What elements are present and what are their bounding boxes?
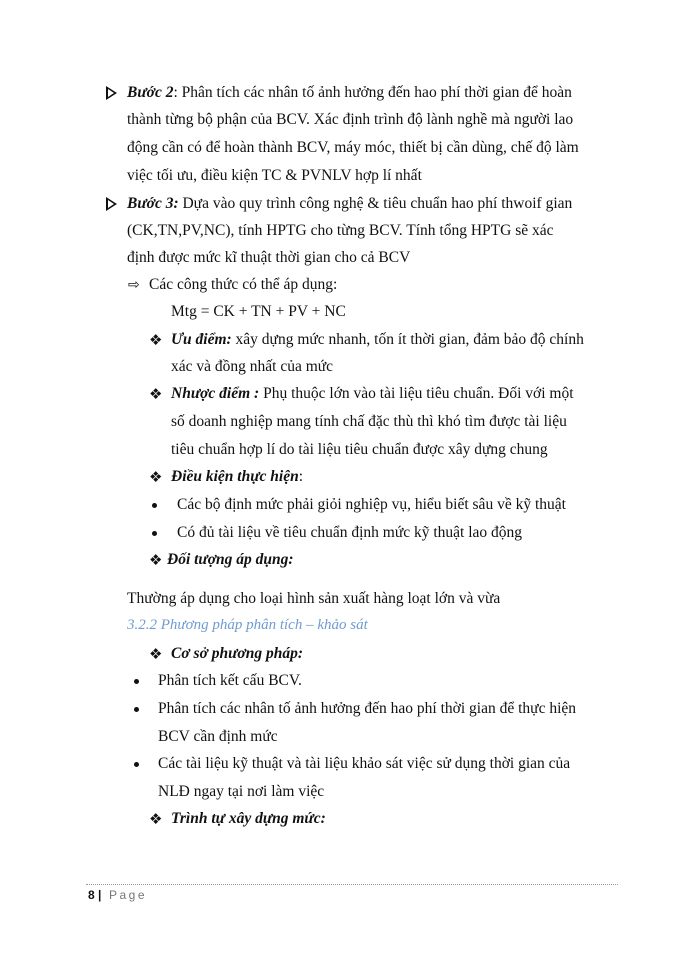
diamond-bullet-icon: ❖: [149, 645, 163, 663]
diamond-bullet-icon: ❖: [149, 468, 163, 486]
basis-item-3-line2: NLĐ ngay tại nơi làm việc: [158, 783, 325, 800]
advantage-label: Ưu điểm:: [171, 331, 232, 348]
diamond-bullet-icon: ❖: [149, 331, 163, 349]
formulas-intro: Các công thức có thể áp dụng:: [149, 276, 338, 293]
step3-label: Bước 3:: [127, 195, 179, 212]
basis-item-1: Phân tích kết cấu BCV.: [158, 672, 302, 689]
footer-page-word: Page: [109, 888, 148, 902]
step3-line1: [127, 194, 572, 214]
step3-line2: (CK,TN,PV,NC), tính HPTG cho từng BCV. Tính tổng HPTG sẽ xác: [127, 222, 554, 239]
step2-line1: [127, 83, 572, 103]
target-label: Đối tượng áp dụng:: [167, 551, 294, 568]
conditions-colon: :: [298, 468, 304, 485]
step3-text1: Dựa vào quy trình công nghệ & tiêu chuẩn hao phí thwoif gian: [178, 195, 573, 212]
step2-line3: động cần có để hoàn thành BCV, máy móc, thiết bị cần dùng, chế độ làm: [127, 139, 579, 156]
basis-item-3-line1: Các tài liệu kỹ thuật và tài liệu khảo sát việc sử dụng thời gian của: [158, 755, 571, 772]
conditions-heading: [171, 467, 303, 487]
disadvantage-line2: số doanh nghiệp mang tính chấ đặc thù thì khó tìm được tài liệu: [171, 413, 567, 430]
bullet-dot: [134, 679, 139, 684]
basis-item-2-line1: Phân tích các nhân tố ảnh hưởng đến hao phí thời gian để thực hiện: [158, 700, 577, 717]
footer-divider: [86, 884, 618, 885]
bullet-dot: [152, 503, 157, 508]
disadvantage-label: Nhược điểm :: [171, 385, 260, 402]
step3-line3: định được mức kĩ thuật thời gian cho cả BCV: [127, 249, 411, 266]
condition-item-1: Các bộ định mức phải giỏi nghiệp vụ, hiểu biết sâu về kỹ thuật: [177, 496, 566, 513]
diamond-bullet-icon: ❖: [149, 385, 163, 403]
hollow-arrow-icon: ⇨: [128, 277, 140, 293]
disadvantage-line1: [171, 384, 574, 404]
condition-item-2: Có đủ tài liệu về tiêu chuẩn định mức kỹ thuật lao động: [177, 524, 523, 541]
section-heading: 3.2.2 Phương pháp phân tích – khảo sát: [127, 617, 368, 633]
bullet-dot: [134, 707, 139, 712]
step2-text1: : Phân tích các nhân tố ảnh hưởng đến hao phí thời gian để hoàn: [173, 84, 572, 101]
disadvantage-line3: tiêu chuẩn hợp lí do tài liệu tiêu chuẩn được xây dựng chung: [171, 441, 548, 458]
step2-line2: thành từng bộ phận của BCV. Xác định trình độ lành nghề mà người lao: [127, 111, 574, 128]
arrow-bullet-icon: [106, 86, 117, 100]
bullet-dot: [134, 762, 139, 767]
basis-label: Cơ sở phương pháp:: [171, 645, 304, 662]
step2-label: Bước 2: [127, 84, 174, 101]
disadvantage-text1: Phụ thuộc lớn vào tài liệu tiêu chuẩn. Đối với một: [259, 385, 574, 402]
advantage-line1: [171, 330, 584, 350]
basis-item-2-line2: BCV cần định mức: [158, 728, 278, 745]
advantage-text1: xây dựng mức nhanh, tốn ít thời gian, đảm bảo độ chính: [231, 331, 584, 348]
arrow-bullet-icon: [106, 197, 117, 211]
bullet-dot: [152, 531, 157, 536]
diamond-bullet-icon: ❖: [149, 551, 163, 569]
procedure-label: Trình tự xây dựng mức:: [171, 810, 326, 827]
footer-separator: |: [98, 888, 102, 902]
advantage-line2: xác và đồng nhất của mức: [171, 358, 334, 375]
step2-line4: việc tối ưu, điều kiện TC & PVNLV hợp lí nhất: [127, 167, 422, 184]
formula: Mtg = CK + TN + PV + NC: [171, 303, 346, 320]
target-text: Thường áp dụng cho loại hình sản xuất hàng loạt lớn và vừa: [127, 590, 501, 607]
footer-page-number: 8: [88, 888, 95, 902]
diamond-bullet-icon: ❖: [149, 810, 163, 828]
conditions-label: Điều kiện thực hiện: [171, 468, 299, 485]
